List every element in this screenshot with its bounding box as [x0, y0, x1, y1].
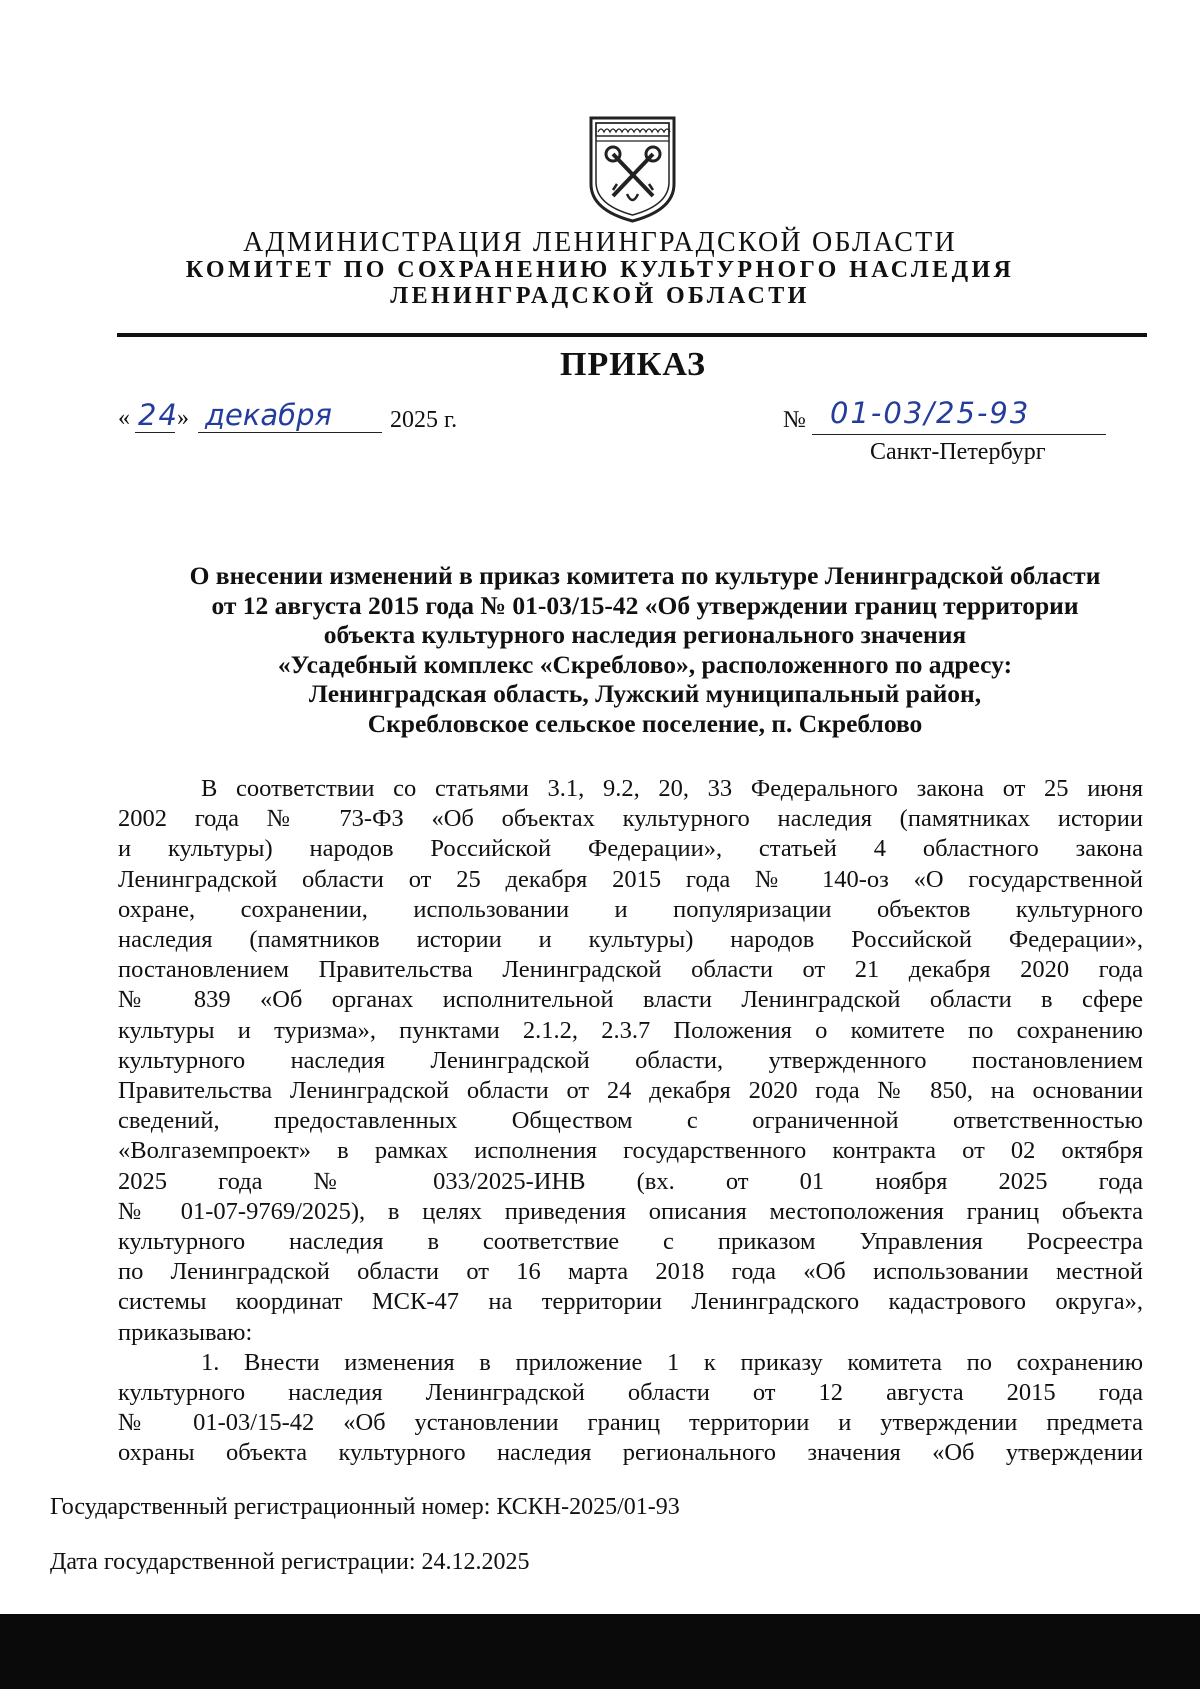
document-type-heading: ПРИКАЗ	[560, 346, 706, 383]
administration-name: АДМИНИСТРАЦИЯ ЛЕНИНГРАДСКОЙ ОБЛАСТИ	[243, 227, 957, 258]
item-1-line: 1. Внести изменения в приложение 1 к приказу комитета по сохранению	[201, 1348, 1143, 1376]
city-name: Санкт-Петербург	[870, 439, 1046, 465]
body-line: 2002 года № 73-ФЗ «Об объектах культурного наследия (памятниках истории	[118, 805, 1143, 833]
body-line: Ленинградской области от 25 декабря 2015 года № 140-оз «О государственной	[118, 865, 1143, 893]
bottom-black-bar	[0, 1614, 1200, 1689]
document-body	[118, 774, 1143, 1469]
date-open-quote: «	[118, 405, 130, 431]
title-line: Ленинградская область, Лужский муниципальный район,	[308, 679, 982, 709]
number-sign: №	[783, 407, 806, 433]
date-day-handwritten: 24	[138, 398, 179, 432]
title-line: «Усадебный комплекс «Скреблово», расположенного по адресу:	[277, 649, 1013, 679]
date-month-underline	[198, 432, 382, 433]
body-line: № 839 «Об органах исполнительной власти Ленинградской области в сфере	[118, 986, 1143, 1014]
committee-region: ЛЕНИНГРАДСКОЙ ОБЛАСТИ	[390, 283, 810, 309]
order-number-underline	[812, 434, 1106, 435]
coat-of-arms-emblem	[587, 114, 678, 224]
title-line: от 12 августа 2015 года № 01-03/15-42 «Об утверждении границ территории	[211, 590, 1079, 620]
body-line: культурного наследия Ленинградской области, утвержденного постановлением	[118, 1046, 1143, 1074]
body-line: Правительства Ленинградской области от 24 декабря 2020 года № 850, на основании	[118, 1077, 1143, 1105]
title-line: объекта культурного наследия регионального значения	[323, 620, 967, 650]
item-1-line: культурного наследия Ленинградской области от 12 августа 2015 года	[118, 1379, 1143, 1407]
item-1-line: № 01-03/15-42 «Об установлении границ территории и утверждении предмета	[118, 1409, 1143, 1437]
body-line: по Ленинградской области от 16 марта 2018 года «Об использовании местной	[118, 1258, 1143, 1286]
item-1-line: охраны объекта культурного наследия регионального значения «Об утверждении	[118, 1439, 1143, 1467]
date-day-underline	[135, 432, 175, 433]
body-line: культуры и туризма», пунктами 2.1.2, 2.3.7 Положения о комитете по сохранению	[118, 1016, 1143, 1044]
title-line: Скребловское сельское поселение, п. Скреблово	[367, 708, 923, 738]
title-line: О внесении изменений в приказ комитета по культуре Ленинградской области	[189, 561, 1101, 590]
body-line: № 01-07-9769/2025), в целях приведения описания местоположения границ объекта	[118, 1197, 1143, 1225]
date-month-handwritten: декабря	[205, 398, 332, 432]
body-line: В соответствии со статьями 3.1, 9.2, 20, 33 Федерального закона от 25 июня	[201, 775, 1143, 802]
order-number-handwritten: 01-03/25-93	[830, 396, 1031, 430]
body-line: сведений, предоставленных Обществом с ограниченной ответственностью	[118, 1107, 1143, 1135]
body-line: 2025 года № 033/2025-ИНВ (вх. от 01 ноября 2025 года	[118, 1167, 1143, 1195]
date-close-quote: »	[177, 405, 189, 431]
body-line: наследия (памятников истории и культуры) народов Российской Федерации»,	[118, 926, 1143, 954]
body-line: постановлением Правительства Ленинградской области от 21 декабря 2020 года	[118, 956, 1143, 984]
date-year: 2025 г.	[390, 407, 458, 433]
body-line: охране, сохранении, использовании и популяризации объектов культурного	[118, 895, 1143, 923]
header-divider	[117, 333, 1147, 337]
order-word: приказываю:	[118, 1318, 253, 1346]
body-line: и культуры) народов Российской Федерации», статьей 4 областного закона	[118, 835, 1143, 863]
body-line: «Волгаземпроект» в рамках исполнения государственного контракта от 02 октября	[118, 1137, 1143, 1165]
registration-number: Государственный регистрационный номер: КСКН-2025/01-93	[50, 1494, 680, 1520]
document-title	[110, 561, 1180, 739]
registration-date: Дата государственной регистрации: 24.12.2025	[50, 1549, 530, 1575]
committee-name: КОМИТЕТ ПО СОХРАНЕНИЮ КУЛЬТУРНОГО НАСЛЕДИЯ	[185, 257, 1015, 283]
body-line: системы координат МСК-47 на территории Ленинградского кадастрового округа»,	[118, 1288, 1143, 1316]
body-line: культурного наследия в соответствие с приказом Управления Росреестра	[118, 1228, 1143, 1256]
